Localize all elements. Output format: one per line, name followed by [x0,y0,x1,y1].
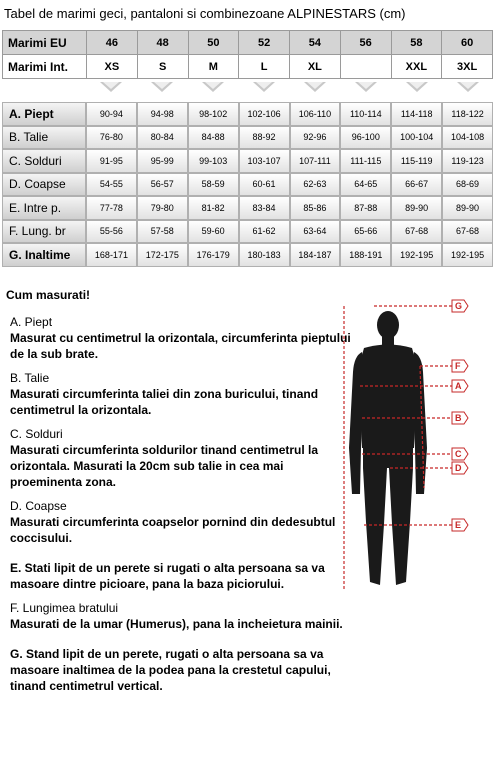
eu-size-cell: 46 [87,31,138,55]
measurement-label: A. Piept [2,102,86,126]
measurement-cell: 192-195 [442,243,493,267]
measurement-cell: 60-61 [239,173,290,197]
measurement-row [2,173,493,197]
eu-size-label: Marimi EU [3,31,87,55]
measurement-cell: 115-119 [391,149,442,173]
measurement-cell: 100-104 [391,126,442,150]
down-arrow-icon [253,82,275,92]
measurement-row [2,149,493,173]
measurement-cell: 89-90 [442,196,493,220]
measurement-cell: 64-65 [340,173,391,197]
measurement-label: D. Coapse [2,173,86,197]
chart-title: Tabel de marimi geci, pantaloni si combinezoane ALPINESTARS (cm) [4,6,406,21]
measurement-cell: 58-59 [188,173,239,197]
measurement-cell: 107-111 [290,149,341,173]
instruction-talie [10,370,355,418]
guide-labels [455,301,462,530]
measurement-cell: 87-88 [340,196,391,220]
guide-label-f: F [455,361,461,371]
measurement-cell: 102-106 [239,102,290,126]
int-size-cell: S [137,55,188,79]
down-arrow-icon [457,82,479,92]
measurement-cell: 80-84 [137,126,188,150]
measurement-cell: 55-56 [86,220,137,244]
down-arrow-icon [202,82,224,92]
measurement-cell: 68-69 [442,173,493,197]
measurement-cell: 99-103 [188,149,239,173]
instruction-intre-picioare [10,560,355,592]
how-to-heading: Cum masurati! [6,288,91,302]
measurement-cell: 89-90 [391,196,442,220]
measurement-cell: 66-67 [391,173,442,197]
eu-size-cell: 52 [239,31,290,55]
measurement-cell: 91-95 [86,149,137,173]
measurement-cell: 63-64 [290,220,341,244]
body-silhouette-icon [349,311,427,585]
measurement-row [2,126,493,150]
measurement-row [2,243,493,267]
measurement-cell: 106-110 [290,102,341,126]
measurement-cell: 172-175 [137,243,188,267]
measurement-row [2,220,493,244]
measurement-cell: 184-187 [290,243,341,267]
instruction-text: Masurati circumferinta coapselor pornind din dedesubtul coccisului. [10,515,336,545]
measurement-cell: 176-179 [188,243,239,267]
instruction-heading: A. Piept [10,315,53,329]
down-arrow-icon [355,82,377,92]
measurement-cell: 61-62 [239,220,290,244]
int-size-cell: L [239,55,290,79]
measurement-cell: 65-66 [340,220,391,244]
instruction-heading: C. Solduri [10,427,63,441]
measurement-cell: 62-63 [290,173,341,197]
measurement-cell: 83-84 [239,196,290,220]
eu-size-cell: 54 [290,31,341,55]
instruction-brat [10,600,355,632]
measurement-cell: 118-122 [442,102,493,126]
instruction-coapse [10,498,355,546]
measurement-row [2,102,493,126]
measurement-cell: 188-191 [340,243,391,267]
measurement-cell: 119-123 [442,149,493,173]
instruction-text: G. Stand lipit de un perete, rugati o alta persoana sa va masoare inaltimea de la podea pana la crestetul capului, tinand centimetrul vertical. [10,647,331,693]
int-size-cell: XXL [391,55,442,79]
measurement-cell: 98-102 [188,102,239,126]
measurement-cell: 95-99 [137,149,188,173]
int-size-cell: M [188,55,239,79]
guide-label-g: G [455,301,463,311]
measurement-row [2,196,493,220]
guide-label-a: A [455,381,462,391]
guide-label-e: E [455,520,462,530]
instruction-solduri [10,426,355,490]
measurement-label: C. Solduri [2,149,86,173]
measurement-cell: 110-114 [340,102,391,126]
measurement-cell: 67-68 [391,220,442,244]
instruction-text: Masurat cu centimetrul la orizontala, circumferinta pieptului de la sub brate. [10,331,351,361]
measurement-table [2,102,493,267]
measurement-cell: 84-88 [188,126,239,150]
measurement-cell: 90-94 [86,102,137,126]
measurement-cell: 77-78 [86,196,137,220]
down-arrow-icon [151,82,173,92]
measurement-label: G. Inaltime [2,243,86,267]
guide-label-b: B [455,413,462,423]
measurement-cell: 79-80 [137,196,188,220]
measurement-label: B. Talie [2,126,86,150]
eu-size-cell: 50 [188,31,239,55]
eu-size-cell: 48 [137,31,188,55]
int-size-cell: XS [87,55,138,79]
measurement-cell: 56-57 [137,173,188,197]
int-size-cell: XL [290,55,341,79]
measurement-cell: 94-98 [137,102,188,126]
measurement-cell: 104-108 [442,126,493,150]
instruction-heading: D. Coapse [10,499,67,513]
column-arrows [85,80,493,100]
int-size-row [3,55,493,79]
measurement-cell: 57-58 [137,220,188,244]
down-arrow-icon [406,82,428,92]
instruction-text: Masurati circumferinta taliei din zona buricului, tinand centimetrul la orizontala. [10,387,319,417]
size-header-table [2,30,493,79]
measurement-cell: 168-171 [86,243,137,267]
measurement-cell: 92-96 [290,126,341,150]
int-size-cell: 3XL [442,55,493,79]
instructions [10,314,355,702]
measurement-cell: 96-100 [340,126,391,150]
down-arrow-icon [304,82,326,92]
instruction-heading: F. Lungimea bratului [10,601,119,615]
instruction-text: Masurati circumferinta soldurilor tinand centimetrul la orizontala. Masurati la 20cm sub talie in cea mai proeminenta zona. [10,443,319,489]
eu-size-cell: 56 [340,31,391,55]
measurement-cell: 59-60 [188,220,239,244]
measurement-cell: 180-183 [239,243,290,267]
measurement-cell: 192-195 [391,243,442,267]
int-size-cell [340,55,391,79]
measurement-cell: 111-115 [340,149,391,173]
instruction-inaltime [10,646,355,694]
measurement-cell: 67-68 [442,220,493,244]
down-arrow-icon [100,82,122,92]
measurement-cell: 85-86 [290,196,341,220]
measurement-cell: 54-55 [86,173,137,197]
eu-size-cell: 60 [442,31,493,55]
int-size-label: Marimi Int. [3,55,87,79]
measurement-label: E. Intre p. [2,196,86,220]
guide-label-c: C [455,449,462,459]
instruction-heading: B. Talie [10,371,50,385]
instruction-text: Masurati de la umar (Humerus), pana la incheietura mainii. [10,617,343,631]
eu-size-row [3,31,493,55]
guide-label-d: D [455,463,462,473]
measurement-cell: 76-80 [86,126,137,150]
measurement-label: F. Lung. br [2,220,86,244]
measurement-cell: 88-92 [239,126,290,150]
body-measurement-figure [334,298,474,598]
measurement-cell: 103-107 [239,149,290,173]
instruction-piept [10,314,355,362]
instruction-text: E. Stati lipit de un perete si rugati o alta persoana sa va masoare dintre picioare, pana la baza piciorului. [10,561,325,591]
measurement-cell: 81-82 [188,196,239,220]
eu-size-cell: 58 [391,31,442,55]
measurement-cell: 114-118 [391,102,442,126]
